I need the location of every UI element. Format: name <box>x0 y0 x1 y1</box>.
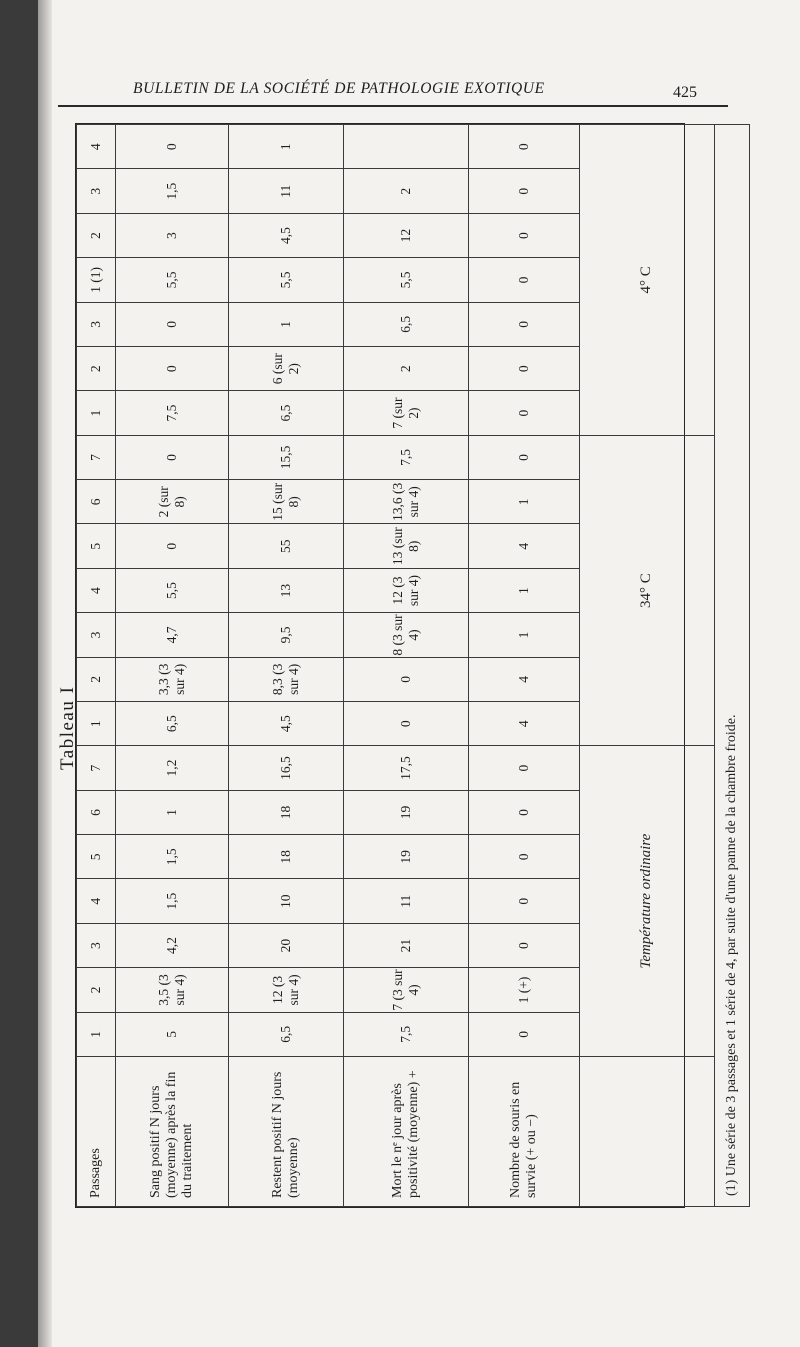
table-cell: 1 (+) <box>469 968 580 1012</box>
table-cell: 20 <box>229 923 344 967</box>
table-cell: 7,5 <box>344 1012 469 1056</box>
table-cell: 18 <box>229 790 344 834</box>
temperature-condition: 34° C <box>580 435 715 746</box>
table-cell: 0 <box>344 702 469 746</box>
table-cell: 1 <box>229 302 344 346</box>
footnote-row <box>715 125 750 1207</box>
header-passage-cell: 3 <box>77 923 116 967</box>
header-passage-cell: 4 <box>77 568 116 612</box>
table-cell: 12 <box>344 213 469 257</box>
table-cell: 0 <box>469 302 580 346</box>
header-passage-cell: 6 <box>77 790 116 834</box>
table-cell: 7 (3 sur 4) <box>344 968 469 1012</box>
table-cell: 1,5 <box>116 169 229 213</box>
header-rule <box>58 105 728 107</box>
table-cell: 2 <box>344 347 469 391</box>
table-cell: 21 <box>344 923 469 967</box>
table-cell: 4 <box>469 524 580 568</box>
header-passage-cell: 6 <box>77 480 116 524</box>
table-row <box>344 125 469 1207</box>
header-passage-cell: 1 <box>77 702 116 746</box>
table-cell: 19 <box>344 790 469 834</box>
table-caption: Tableau I <box>57 685 78 770</box>
header-passage-cell: 7 <box>77 746 116 790</box>
table-cell: 7,5 <box>116 391 229 435</box>
table-cell: 0 <box>469 923 580 967</box>
header-passage-cell: 3 <box>77 613 116 657</box>
row-label: Restent positif N jours (moyenne) <box>229 1057 344 1207</box>
table-cell: 7 (sur 2) <box>344 391 469 435</box>
table-cell: 0 <box>469 125 580 170</box>
header-row <box>77 125 116 1207</box>
table-cell: 0 <box>116 125 229 170</box>
table-cell: 1,5 <box>116 879 229 923</box>
conditions-blank <box>580 1057 715 1207</box>
table-cell: 11 <box>229 169 344 213</box>
table-cell: 4,5 <box>229 213 344 257</box>
rotated-table-container <box>76 124 739 1207</box>
table-cell: 0 <box>116 435 229 479</box>
table-cell: 0 <box>469 347 580 391</box>
page-gutter-shadow <box>38 0 52 1347</box>
table-cell: 19 <box>344 835 469 879</box>
table-cell: 0 <box>469 258 580 302</box>
header-passage-cell: 2 <box>77 347 116 391</box>
table-cell: 0 <box>344 657 469 701</box>
header-passage-cell: 2 <box>77 657 116 701</box>
table-row <box>116 125 229 1207</box>
table-cell: 6,5 <box>344 302 469 346</box>
header-passage-cell: 3 <box>77 302 116 346</box>
row-label: Nombre de souris en survie (+ ou −) <box>469 1057 580 1207</box>
table-cell: 4 <box>469 702 580 746</box>
table-cell: 5,5 <box>116 568 229 612</box>
table-cell: 3,3 (3 sur 4) <box>116 657 229 701</box>
table-cell: 1,5 <box>116 835 229 879</box>
table-cell: 5,5 <box>229 258 344 302</box>
table-cell: 1,2 <box>116 746 229 790</box>
table-cell: 5,5 <box>116 258 229 302</box>
table-cell: 1 <box>469 480 580 524</box>
table-cell: 0 <box>469 169 580 213</box>
temperature-condition: 4° C <box>580 125 715 436</box>
row-label: Sang positif N jours (moyenne) après la fin du traitement <box>116 1057 229 1207</box>
table-cell: 13 <box>229 568 344 612</box>
table-cell: 15,5 <box>229 435 344 479</box>
conditions-row <box>580 125 715 1207</box>
table-cell: 2 (sur 8) <box>116 480 229 524</box>
table-cell: 10 <box>229 879 344 923</box>
table-cell: 7,5 <box>344 435 469 479</box>
header-passage-cell: 2 <box>77 968 116 1012</box>
table-cell: 4,5 <box>229 702 344 746</box>
header-passage-cell: 5 <box>77 524 116 568</box>
table-cell: 16,5 <box>229 746 344 790</box>
table-cell: 18 <box>229 835 344 879</box>
table-cell: 6,5 <box>229 1012 344 1056</box>
table-cell: 0 <box>116 302 229 346</box>
header-passage-cell: 5 <box>77 835 116 879</box>
table-cell: 0 <box>469 790 580 834</box>
header-passage-cell: 1 <box>77 391 116 435</box>
table-cell: 0 <box>469 1012 580 1056</box>
footnote: (1) Une série de 3 passages et 1 série de 4, par suite d'une panne de la chambre froide. <box>715 125 750 1207</box>
table-cell: 3 <box>116 213 229 257</box>
table-cell: 13 (sur 8) <box>344 524 469 568</box>
table-cell: 15 (sur 8) <box>229 480 344 524</box>
table-cell: 0 <box>469 213 580 257</box>
table-cell: 4,2 <box>116 923 229 967</box>
table-cell: 1 <box>116 790 229 834</box>
table-cell: 5 <box>116 1012 229 1056</box>
table-cell: 5,5 <box>344 258 469 302</box>
table-cell: 0 <box>469 879 580 923</box>
page-number: 425 <box>673 84 697 101</box>
running-head: BULLETIN DE LA SOCIÉTÉ DE PATHOLOGIE EXOTIQUE <box>133 80 545 97</box>
header-passage-cell: 2 <box>77 213 116 257</box>
table-cell: 8 (3 sur 4) <box>344 613 469 657</box>
table-cell: 8,3 (3 sur 4) <box>229 657 344 701</box>
table-row <box>229 125 344 1207</box>
header-passage-cell: 7 <box>77 435 116 479</box>
table-cell: 4,7 <box>116 613 229 657</box>
table-cell: 12 (3 sur 4) <box>344 568 469 612</box>
table-cell: 0 <box>469 391 580 435</box>
row-label: Mort le nᵉ jour après positivité (moyenne) + <box>344 1057 469 1207</box>
table-cell: 12 (3 sur 4) <box>229 968 344 1012</box>
header-passage-cell: 4 <box>77 125 116 170</box>
table-cell: 0 <box>469 435 580 479</box>
header-passage-cell: 3 <box>77 169 116 213</box>
table-cell: 11 <box>344 879 469 923</box>
table-cell: 0 <box>469 746 580 790</box>
table-cell <box>344 125 469 170</box>
header-passage-cell: 1 (1) <box>77 258 116 302</box>
header-passage-cell: 1 <box>77 1012 116 1056</box>
table-cell: 3,5 (3 sur 4) <box>116 968 229 1012</box>
table-cell: 6,5 <box>116 702 229 746</box>
table-cell: 2 <box>344 169 469 213</box>
table-cell: 4 <box>469 657 580 701</box>
table-cell: 6,5 <box>229 391 344 435</box>
table-cell: 1 <box>469 613 580 657</box>
table-cell: 0 <box>116 524 229 568</box>
table-cell: 6 (sur 2) <box>229 347 344 391</box>
table-cell: 9,5 <box>229 613 344 657</box>
header-label: Passages <box>77 1057 116 1207</box>
table-cell: 13,6 (3 sur 4) <box>344 480 469 524</box>
table-cell: 17,5 <box>344 746 469 790</box>
header-passage-cell: 4 <box>77 879 116 923</box>
table-cell: 0 <box>469 835 580 879</box>
table-cell: 1 <box>469 568 580 612</box>
table-cell: 0 <box>116 347 229 391</box>
temperature-condition: Température ordinaire <box>580 746 715 1057</box>
table-cell: 55 <box>229 524 344 568</box>
results-table <box>76 124 750 1207</box>
table-row <box>469 125 580 1207</box>
table-cell: 1 <box>229 125 344 170</box>
